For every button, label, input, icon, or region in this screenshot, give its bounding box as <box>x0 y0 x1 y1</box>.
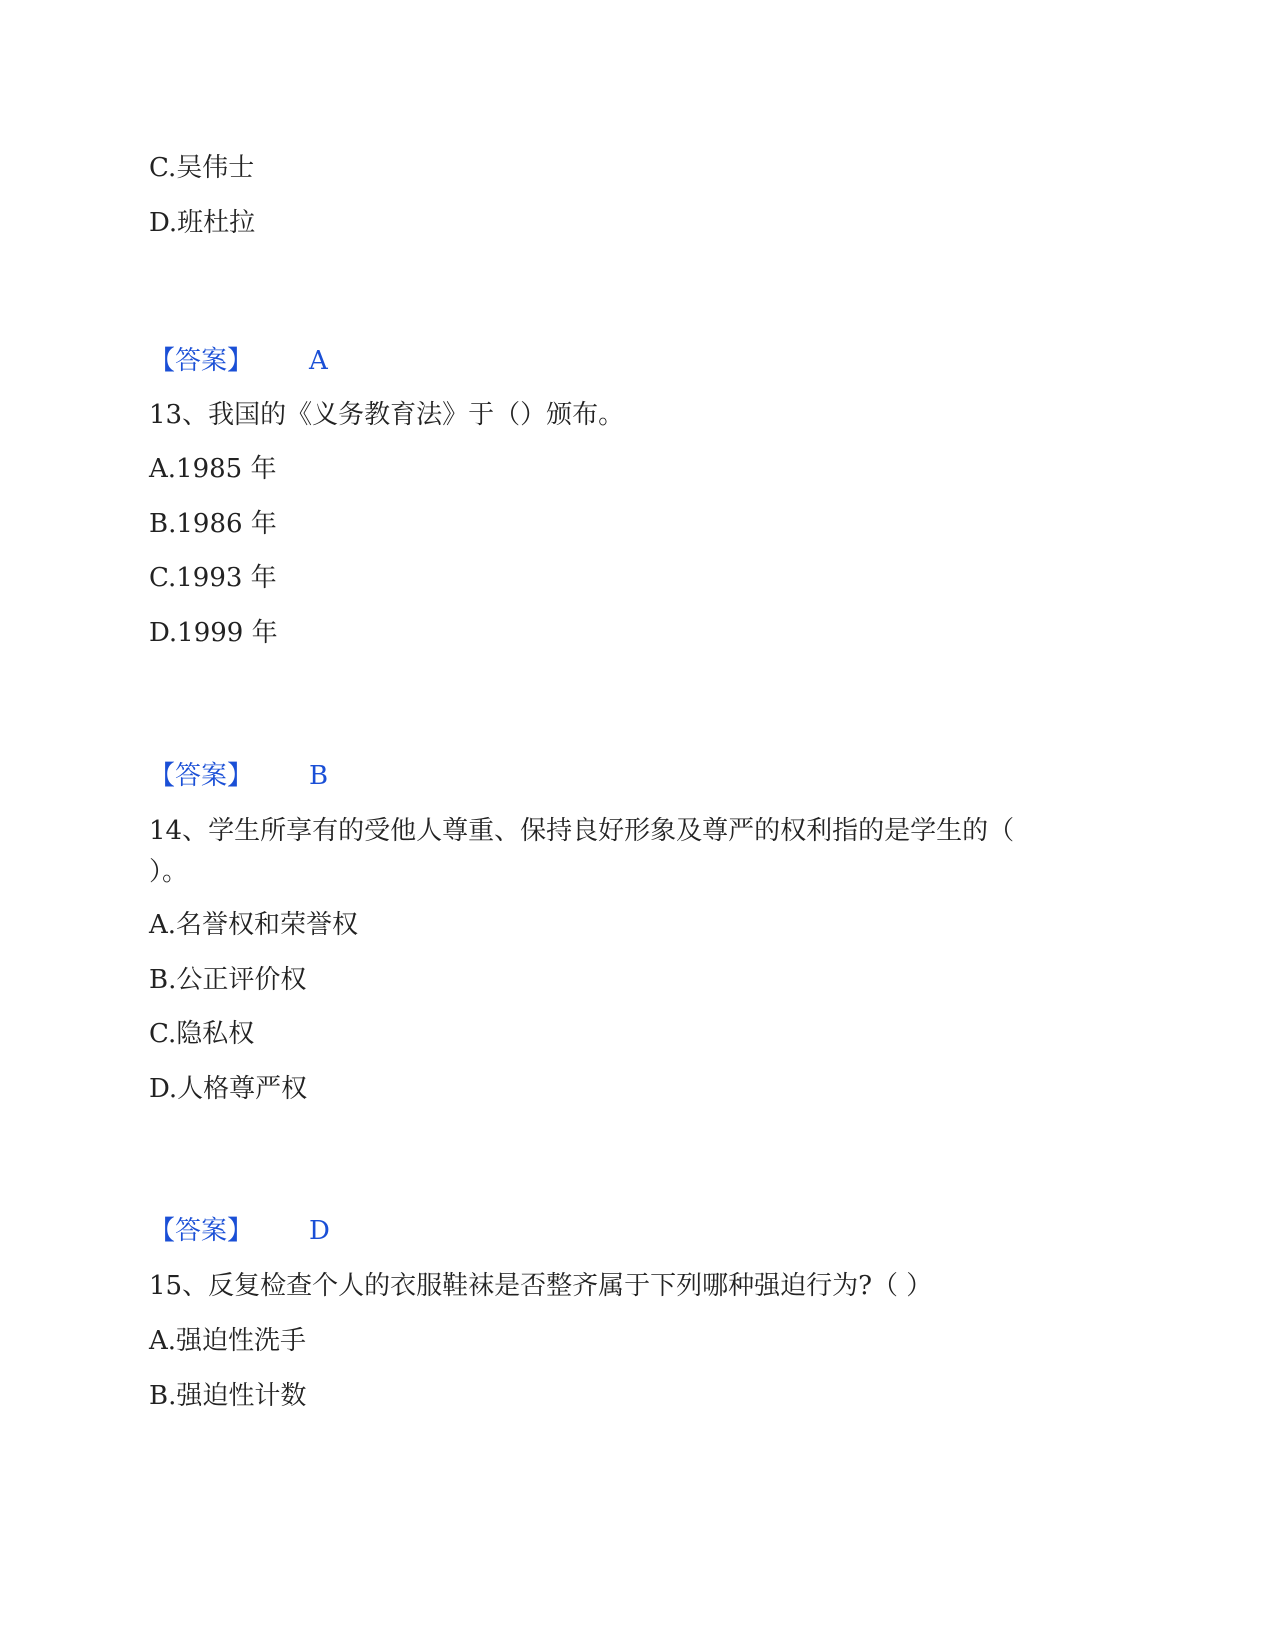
q14-answer <box>149 1214 330 1248</box>
answer-value: B <box>309 761 329 791</box>
q12-answer <box>149 344 328 378</box>
q14-stem-line1: 14、学生所享有的受他人尊重、保持良好形象及尊严的权利指的是学生的（ <box>149 816 1015 846</box>
q12-option-d: D.班杜拉 <box>149 208 256 238</box>
q13-answer <box>149 759 328 793</box>
answer-label: 【答案】 <box>149 346 254 376</box>
q14-option-d: D.人格尊严权 <box>149 1074 308 1104</box>
answer-value: A <box>309 346 328 376</box>
q12-option-c: C.吴伟士 <box>149 153 255 183</box>
q13-stem: 13、我国的《义务教育法》于（）颁布。 <box>149 400 625 430</box>
q14-option-a: A.名誉权和荣誉权 <box>149 910 359 940</box>
q15-stem: 15、反复检查个人的衣服鞋袜是否整齐属于下列哪种强迫行为?（ ） <box>149 1271 933 1301</box>
q13-option-a: A.1985 年 <box>149 454 277 484</box>
q14-option-c: C.隐私权 <box>149 1019 255 1049</box>
answer-label: 【答案】 <box>149 761 254 791</box>
answer-value: D <box>309 1216 330 1246</box>
q13-option-c: C.1993 年 <box>149 563 277 593</box>
q14-stem-line2: ）。 <box>149 857 189 887</box>
q13-option-b: B.1986 年 <box>149 509 277 539</box>
q15-option-b: B.强迫性计数 <box>149 1381 307 1411</box>
q15-option-a: A.强迫性洗手 <box>149 1326 307 1356</box>
q14-option-b: B.公正评价权 <box>149 965 307 995</box>
answer-label: 【答案】 <box>149 1216 254 1246</box>
q13-option-d: D.1999 年 <box>149 618 278 648</box>
